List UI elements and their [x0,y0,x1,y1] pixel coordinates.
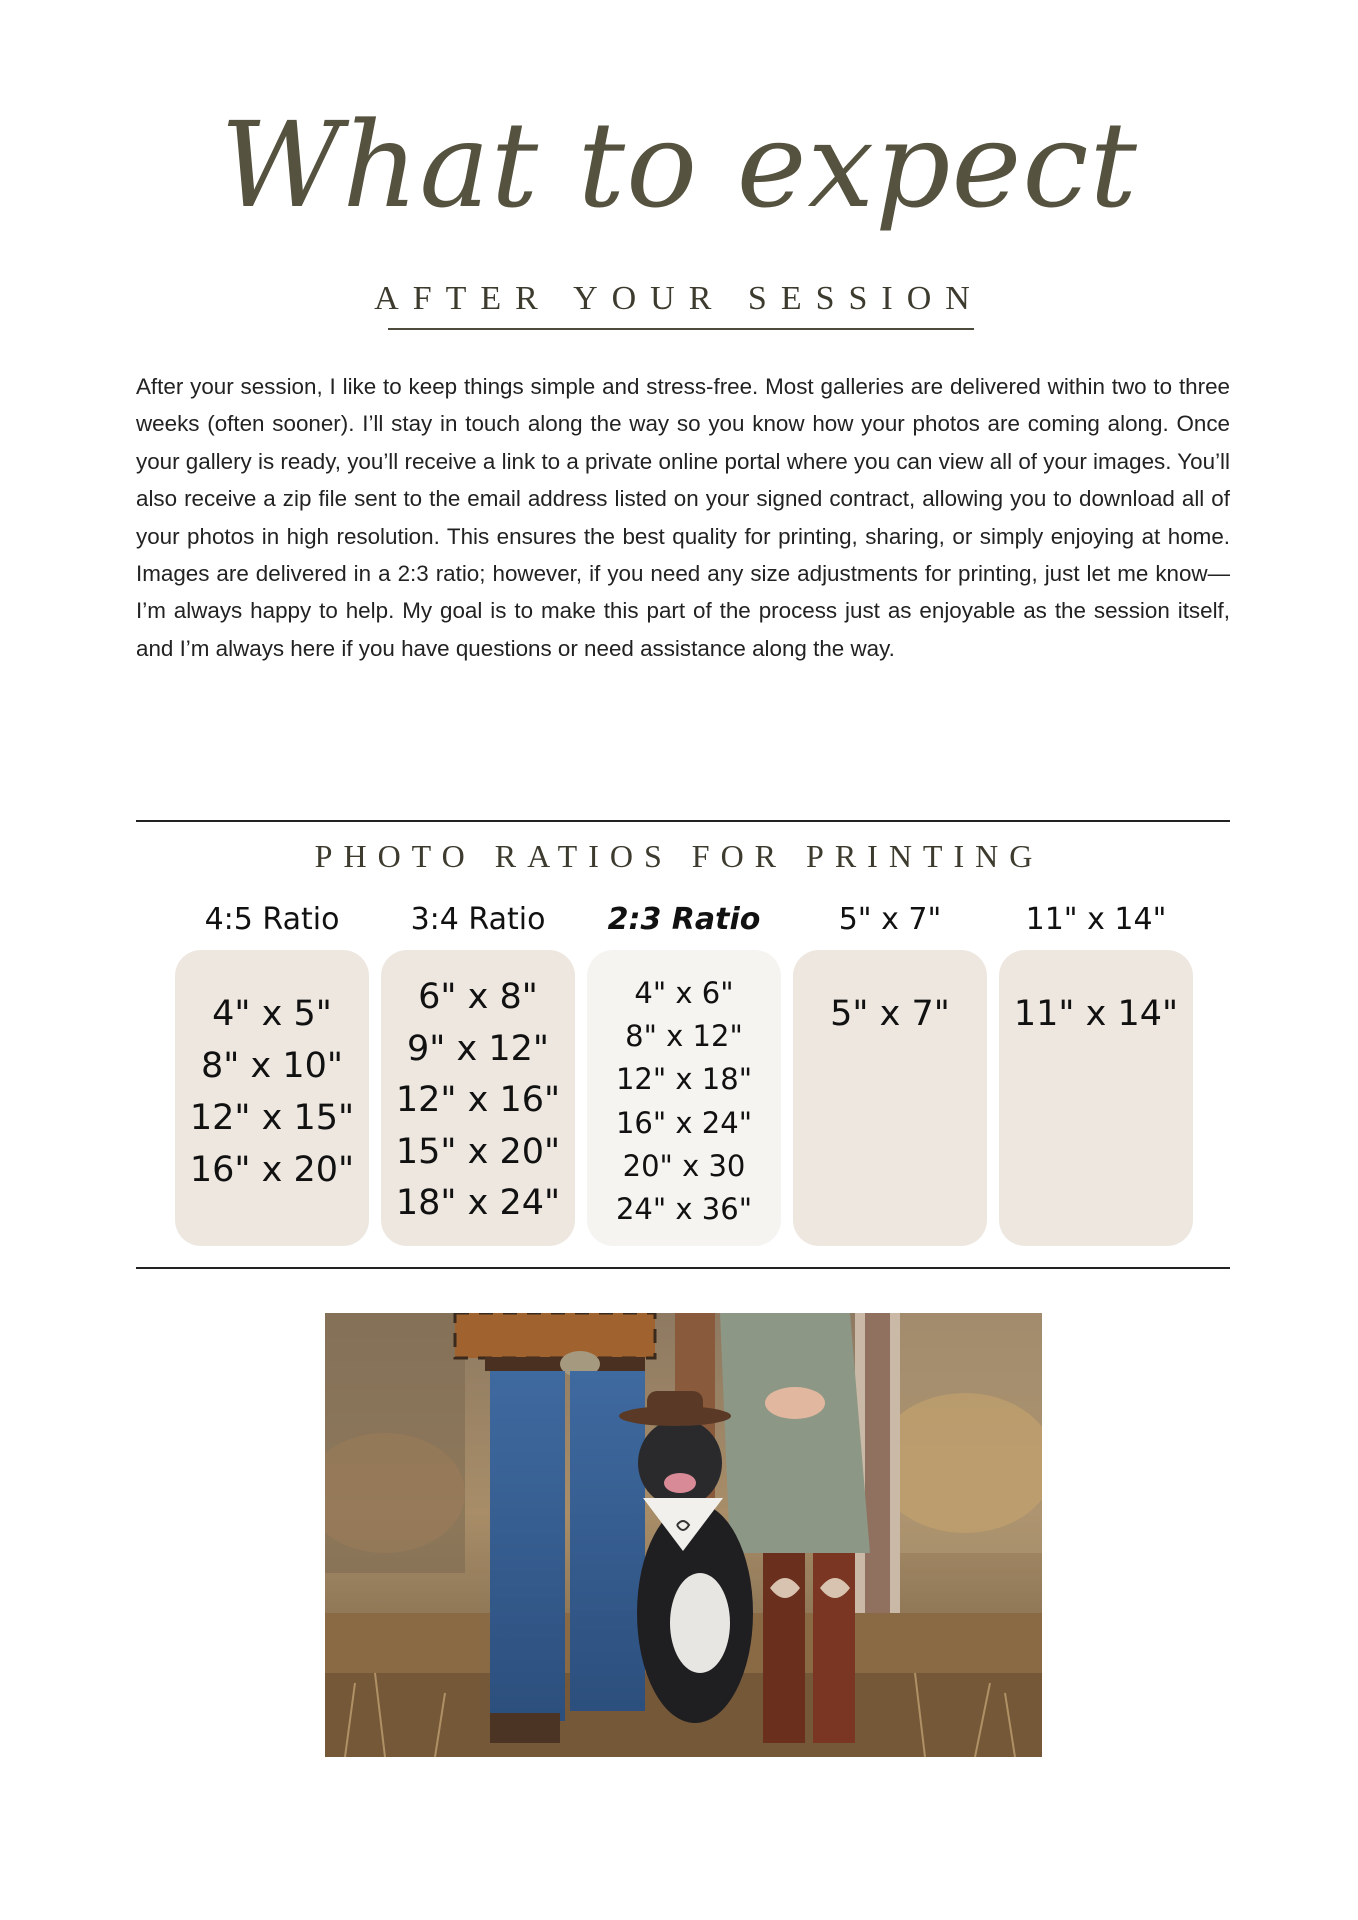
size-item: 15" x 20" [395,1131,561,1172]
size-item: 20" x 30 [622,1148,746,1183]
size-list [999,950,1193,1040]
subtitle-underline [388,328,974,330]
ratio-card-highlighted [587,950,781,1246]
size-item: 5" x 7" [830,994,950,1034]
size-item: 8" x 12" [625,1019,743,1054]
size-item: 4" x 6" [634,976,734,1010]
ratio-label-highlighted: 2:3 Ratio [607,902,761,937]
size-item: 6" x 8" [418,977,538,1017]
size-item: 4" x 5" [212,994,332,1034]
page-title: What to expect [220,96,1138,234]
size-item: 8" x 10" [201,1046,343,1086]
ratio-column-11x14 [999,900,1193,1034]
size-list [175,950,369,1196]
intro-paragraph: After your session, I like to keep things simple and stress-free. Most galleries are delivered within two to three weeks (often sooner). I’ll stay in touch along the way so you know how your photos are coming along. Once your gallery is ready, you’ll receive a link to a private online portal where you can view all of your images. You’ll also receive a zip file sent to the email address listed on your signed contract, allowing you to download all of your photos in high resolution. This ensures the best quality for printing, sharing, or simply enjoying at home. Images are delivered in a 2:3 ratio; however, if you need any size adjustments for printing, just let me know—I’m always happy to help. My goal is to make this part of the process just as enjoyable as the session itself, and I’m always here if you have questions or need assistance along the way. [136,374,1230,661]
section-divider-bottom [136,1267,1230,1269]
size-item: 9" x 12" [407,1028,549,1069]
size-item: 18" x 24" [395,1183,561,1223]
session-photo [325,1313,1042,1757]
ratio-label: 11" x 14" [1025,902,1167,937]
size-item: 11" x 14" [1013,994,1179,1034]
ratio-label: 4:5 Ratio [204,902,340,937]
size-item: 24" x 36" [615,1192,753,1227]
ratio-card [381,950,575,1246]
ratio-label: 5" x 7" [838,902,942,937]
ratio-column-4-5 [175,900,369,1190]
ratio-column-2-3 [587,900,781,1227]
size-item: 12" x 18" [615,1062,753,1097]
size-item: 16" x 24" [615,1105,753,1140]
ratio-card [175,950,369,1246]
ratio-column-5x7 [793,900,987,1034]
size-list [381,950,575,1230]
ratio-label: 3:4 Ratio [410,902,546,937]
ratio-column-3-4 [381,900,575,1223]
size-item: 12" x 16" [395,1080,561,1120]
ratio-card [999,950,1193,1246]
size-item: 16" x 20" [189,1150,355,1190]
size-item: 12" x 15" [189,1098,355,1138]
section-divider-top [136,820,1230,822]
ratio-card [793,950,987,1246]
page-subtitle: AFTER YOUR SESSION [374,280,984,317]
size-list [587,950,781,1231]
size-list [793,950,987,1040]
ratios-heading: PHOTO RATIOS FOR PRINTING [314,838,1044,874]
